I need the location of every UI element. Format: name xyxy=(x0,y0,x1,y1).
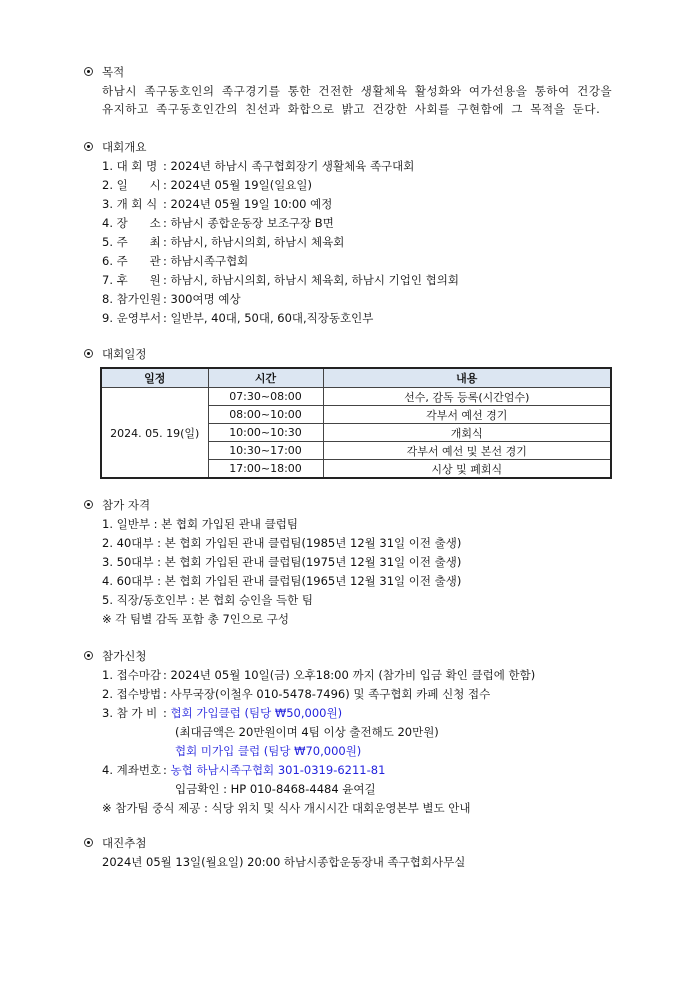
section-title: 대진추첨 xyxy=(102,836,147,850)
draw-text: 2024년 05월 13일(월요일) 20:00 하남시종합운동장내 족구협회사무실 xyxy=(102,855,466,869)
overview-item xyxy=(84,195,624,214)
overview-item xyxy=(84,157,624,176)
overview-item xyxy=(84,309,624,328)
time-cell: 10:00~10:30 xyxy=(208,424,323,442)
colon: : xyxy=(163,254,167,268)
section-title: 대회일정 xyxy=(102,347,147,361)
overview-item xyxy=(84,176,624,195)
time-cell: 08:00~10:00 xyxy=(208,406,323,424)
section-purpose xyxy=(84,63,624,118)
deadline-line: 1. 접수마감 : 2024년 05월 10일(금) 오후18:00 까지 (참가비 입금 확인 클럽에 한함) xyxy=(102,668,536,682)
section-title: 참가신청 xyxy=(102,649,147,663)
item-value: 2024년 05월 19일(일요일) xyxy=(170,178,313,192)
section-title: 참가 자격 xyxy=(102,498,151,512)
purpose-text: 하남시 족구동호인의 족구경기를 통한 건전한 생활체육 활성화와 여가선용을 통하여 건강을 유지하고 족구동호인간의 친선과 화합으로 밝고 건강한 사회를 구현함에 그 목적을 둔다. xyxy=(102,84,613,116)
eligibility-item: 2. 40대부 : 본 협회 가입된 관내 클럽팀(1985년 12월 31일 이전 출생) xyxy=(102,536,462,550)
bullet-icon xyxy=(84,838,93,847)
section-schedule xyxy=(84,345,624,364)
item-label: 1. 대 회 명 xyxy=(102,159,158,173)
account-line: 4. 계좌번호 : 농협 하남시족구협회 301-0319-6211-81 xyxy=(102,763,386,777)
header-content: 내용 xyxy=(323,368,611,388)
item-label: 6. 주 관 xyxy=(102,254,161,268)
bullet-icon xyxy=(84,349,93,358)
bullet-icon xyxy=(84,500,93,509)
section-overview xyxy=(84,138,624,328)
section-title: 대회개요 xyxy=(102,140,147,154)
item-value: 2024년 05월 19일 10:00 예정 xyxy=(170,197,333,211)
header-date: 일정 xyxy=(101,368,208,388)
eligibility-item: 5. 직장/동호인부 : 본 협회 승인을 득한 팀 xyxy=(102,593,313,607)
fee-nonmember: 협회 미가입 클럽 (팀당 ₩70,000원) xyxy=(175,744,362,758)
colon: : xyxy=(163,216,167,230)
colon: : xyxy=(163,159,167,173)
item-label: 8. 참가인원 xyxy=(102,292,162,306)
item-value: 하남시족구협회 xyxy=(170,254,249,268)
eligibility-item: 4. 60대부 : 본 협회 가입된 관내 클럽팀(1965년 12월 31일 이전 출생) xyxy=(102,574,462,588)
item-label: 4. 장 소 xyxy=(102,216,161,230)
fee-line: 3. 참 가 비 : 협회 가입클럽 (팀당 ₩50,000원) xyxy=(102,706,343,720)
bullet-icon xyxy=(84,651,93,660)
overview-item xyxy=(84,252,624,271)
content-cell: 시상 및 폐회식 xyxy=(323,460,611,479)
method-line: 2. 접수방법 : 사무국장(이철우 010-5478-7496) 및 족구협회 카페 신청 접수 xyxy=(102,687,491,701)
item-value: 하남시, 하남시의회, 하남시 체육회 xyxy=(170,235,345,249)
time-cell: 17:00~18:00 xyxy=(208,460,323,479)
colon: : xyxy=(163,273,167,287)
section-eligibility xyxy=(84,496,624,629)
section-draw xyxy=(84,834,624,872)
content-cell: 선수, 감독 등록(시간엄수) xyxy=(323,388,611,406)
section-application xyxy=(84,647,624,818)
fee-note: (최대금액은 20만원이며 4팀 이상 출전해도 20만원) xyxy=(175,725,439,739)
overview-item xyxy=(84,271,624,290)
item-value: 300여명 예상 xyxy=(170,292,241,306)
time-cell: 10:30~17:00 xyxy=(208,442,323,460)
overview-item xyxy=(84,214,624,233)
item-value: 2024년 하남시 족구협회장기 생활체육 족구대회 xyxy=(170,159,415,173)
item-label: 7. 후 원 xyxy=(102,273,161,287)
eligibility-item: ※ 각 팀별 감독 포함 총 7인으로 구성 xyxy=(102,612,289,626)
item-value: 일반부, 40대, 50대, 60대,직장동호인부 xyxy=(170,311,374,325)
item-label: 3. 개 회 식 xyxy=(102,197,158,211)
overview-item xyxy=(84,233,624,252)
eligibility-item: 3. 50대부 : 본 협회 가입된 관내 클럽팀(1975년 12월 31일 이전 출생) xyxy=(102,555,462,569)
colon: : xyxy=(163,178,167,192)
item-value: 하남시, 하남시의회, 하남시 체육회, 하남시 기업인 협의회 xyxy=(170,273,459,287)
table-header-row xyxy=(101,368,611,388)
header-time: 시간 xyxy=(208,368,323,388)
schedule-table xyxy=(100,367,612,479)
colon: : xyxy=(163,197,167,211)
content-cell: 개회식 xyxy=(323,424,611,442)
item-label: 2. 일 시 xyxy=(102,178,161,192)
date-cell: 2024. 05. 19(일) xyxy=(101,388,208,479)
item-label: 9. 운영부서 xyxy=(102,311,162,325)
colon: : xyxy=(163,235,167,249)
overview-item xyxy=(84,290,624,309)
content-cell: 각부서 예선 및 본선 경기 xyxy=(323,442,611,460)
deposit-confirm: 입금확인 : HP 010-8468-4484 윤여길 xyxy=(175,782,376,796)
bullet-icon xyxy=(84,67,93,76)
colon: : xyxy=(163,311,167,325)
colon: : xyxy=(163,292,167,306)
eligibility-item: 1. 일반부 : 본 협회 가입된 관내 클럽팀 xyxy=(102,517,298,531)
content-cell: 각부서 예선 경기 xyxy=(323,406,611,424)
table-row xyxy=(101,388,611,406)
lunch-note: ※ 참가팀 중식 제공 : 식당 위치 및 식사 개시시간 대회운영본부 별도 안내 xyxy=(102,801,471,815)
bullet-icon xyxy=(84,142,93,151)
section-title: 목적 xyxy=(102,65,125,79)
time-cell: 07:30~08:00 xyxy=(208,388,323,406)
item-label: 5. 주 최 xyxy=(102,235,161,249)
item-value: 하남시 종합운동장 보조구장 B면 xyxy=(170,216,334,230)
